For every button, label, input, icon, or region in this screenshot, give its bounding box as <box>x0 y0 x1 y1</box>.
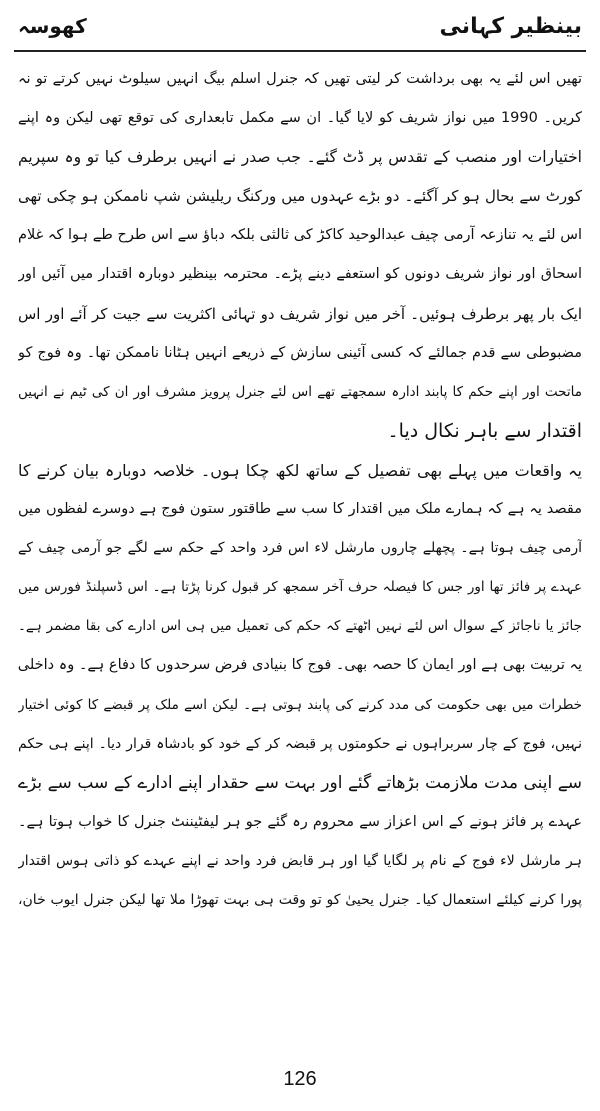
text-line: یہ واقعات میں پہلے بھی تفصیل کے ساتھ لکھ چکا ہوں۔ خلاصہ دوبارہ بیان کرنے کا <box>18 460 582 480</box>
text-line: ہر مارشل لاء فوج کے نام پر لگایا گیا اور ہر قابض فرد واحد نے اپنے عہدے کو ذاتی ہوس اقتدار <box>18 852 582 869</box>
text-line: ماتحت اور اپنے حکم کا پابند ادارہ سمجھتے تھے اس لئے جنرل پرویز مشرف اور ان کی ٹیم نے انہیں <box>18 383 582 400</box>
paragraph <box>18 60 582 451</box>
text-line: پورا کرنے کیلئے استعمال کیا۔ جنرل یحییٰ کو تو وقت ہی بہت تھوڑا ملا تھا لیکن جنرل ایوب خان، <box>18 891 582 908</box>
text-line: اقتدار سے باہر نکال دیا۔ <box>387 419 582 442</box>
text-line: مقصد یہ ہے کہ ہمارے ملک میں اقتدار کا سب سے طاقتور ستون فوج ہے دوسرے لفظوں میں <box>18 501 582 518</box>
header-rule <box>14 50 586 52</box>
text-line: نہیں، فوج کے چار سربراہوں نے حکومتوں پر قبضہ کر کے خود کو بادشاہ قرار دیا۔ اپنے ہی حکم <box>18 735 582 752</box>
paragraph <box>18 451 582 920</box>
text-line: یہ تربیت بھی ہے اور ایمان کا حصہ بھی۔ فوج کا بنیادی فرض سرحدوں کا دفاع ہے۔ وہ داخلی <box>18 657 582 674</box>
text-line: مضبوطی سے قدم جمالئے کہ کسی آئینی سازش کے ذریعے انہیں ہٹانا ناممکن تھا۔ وہ فوج کو <box>18 344 582 361</box>
text-line: کریں۔ 1990 میں نواز شریف کو لایا گیا۔ ان سے مکمل تابعداری کی توقع تھی لیکن وہ اپنے <box>18 110 582 127</box>
text-line: ایک بار پھر برطرف ہوئیں۔ آخر میں نواز شریف دو تہائی اکثریت سے جیت کر آئے اور اس <box>18 304 582 323</box>
text-line: آرمی چیف ہوتا ہے۔ پچھلے چاروں مارشل لاء اس فرد واحد کے حکم سے لگے جو آرمی چیف کے <box>18 540 582 557</box>
text-line: کورٹ سے بحال ہو کر آگئے۔ دو بڑے عہدوں میں ورکنگ ریلیشن شپ ناممکن ہو چکی تھی <box>18 187 582 206</box>
text-line: اختیارات اور منصب کے تقدس پر ڈٹ گئے۔ جب صدر نے انہیں برطرف کیا تو وہ سپریم <box>18 148 582 167</box>
text-line: جائز یا ناجائز کے سوال اس لئے نہیں اٹھتے کہ حکم کی تعمیل میں ہی اس ادارے کی بقا مضمر ہے۔ <box>18 618 582 635</box>
text-line: عہدے پر فائز تھا اور جس کا فیصلہ حرف آخر سمجھ کر قبول کرنا پڑتا ہے۔ اس ڈسپلنڈ فورس میں <box>18 579 582 596</box>
text-line: اس لئے یہ تنازعہ آرمی چیف عبدالوحید کاکڑ کی ثالثی بلکہ دباؤ سے اس طرح طے ہوا کہ غلام <box>18 227 582 244</box>
page-number: 126 <box>283 1068 317 1090</box>
book-title: بینظیر کہانی <box>439 13 582 39</box>
text-line: اسحاق اور نواز شریف دونوں کو استعفے دینے پڑے۔ محترمہ بینظیر دوبارہ اقتدار میں آئیں اور <box>18 266 582 283</box>
text-line: سے اپنی مدت ملازمت بڑھاتے گئے اور بہت سے حقدار اپنے ادارے کے سب سے بڑے <box>18 772 582 793</box>
page-header <box>18 6 582 46</box>
text-line: خطرات میں بھی حکومت کی مدد کرنے کی پابند ہوتی ہے۔ لیکن اسے ملک پر قبضے کا کوئی اختیار <box>18 696 582 713</box>
text-line: تھیں اس لئے یہ بھی برداشت کر لیتی تھیں کہ جنرل اسلم بیگ انہیں سیلوٹ نہیں کرتے تو نہ <box>18 71 582 87</box>
page-body <box>18 60 582 920</box>
text-line: عہدے پر فائز ہونے کے اس اعزاز سے محروم رہ گئے جو ہر لیفٹیننٹ جنرل کا خواب ہوتا ہے۔ <box>18 813 582 830</box>
author-name: کھوسہ <box>18 14 87 38</box>
